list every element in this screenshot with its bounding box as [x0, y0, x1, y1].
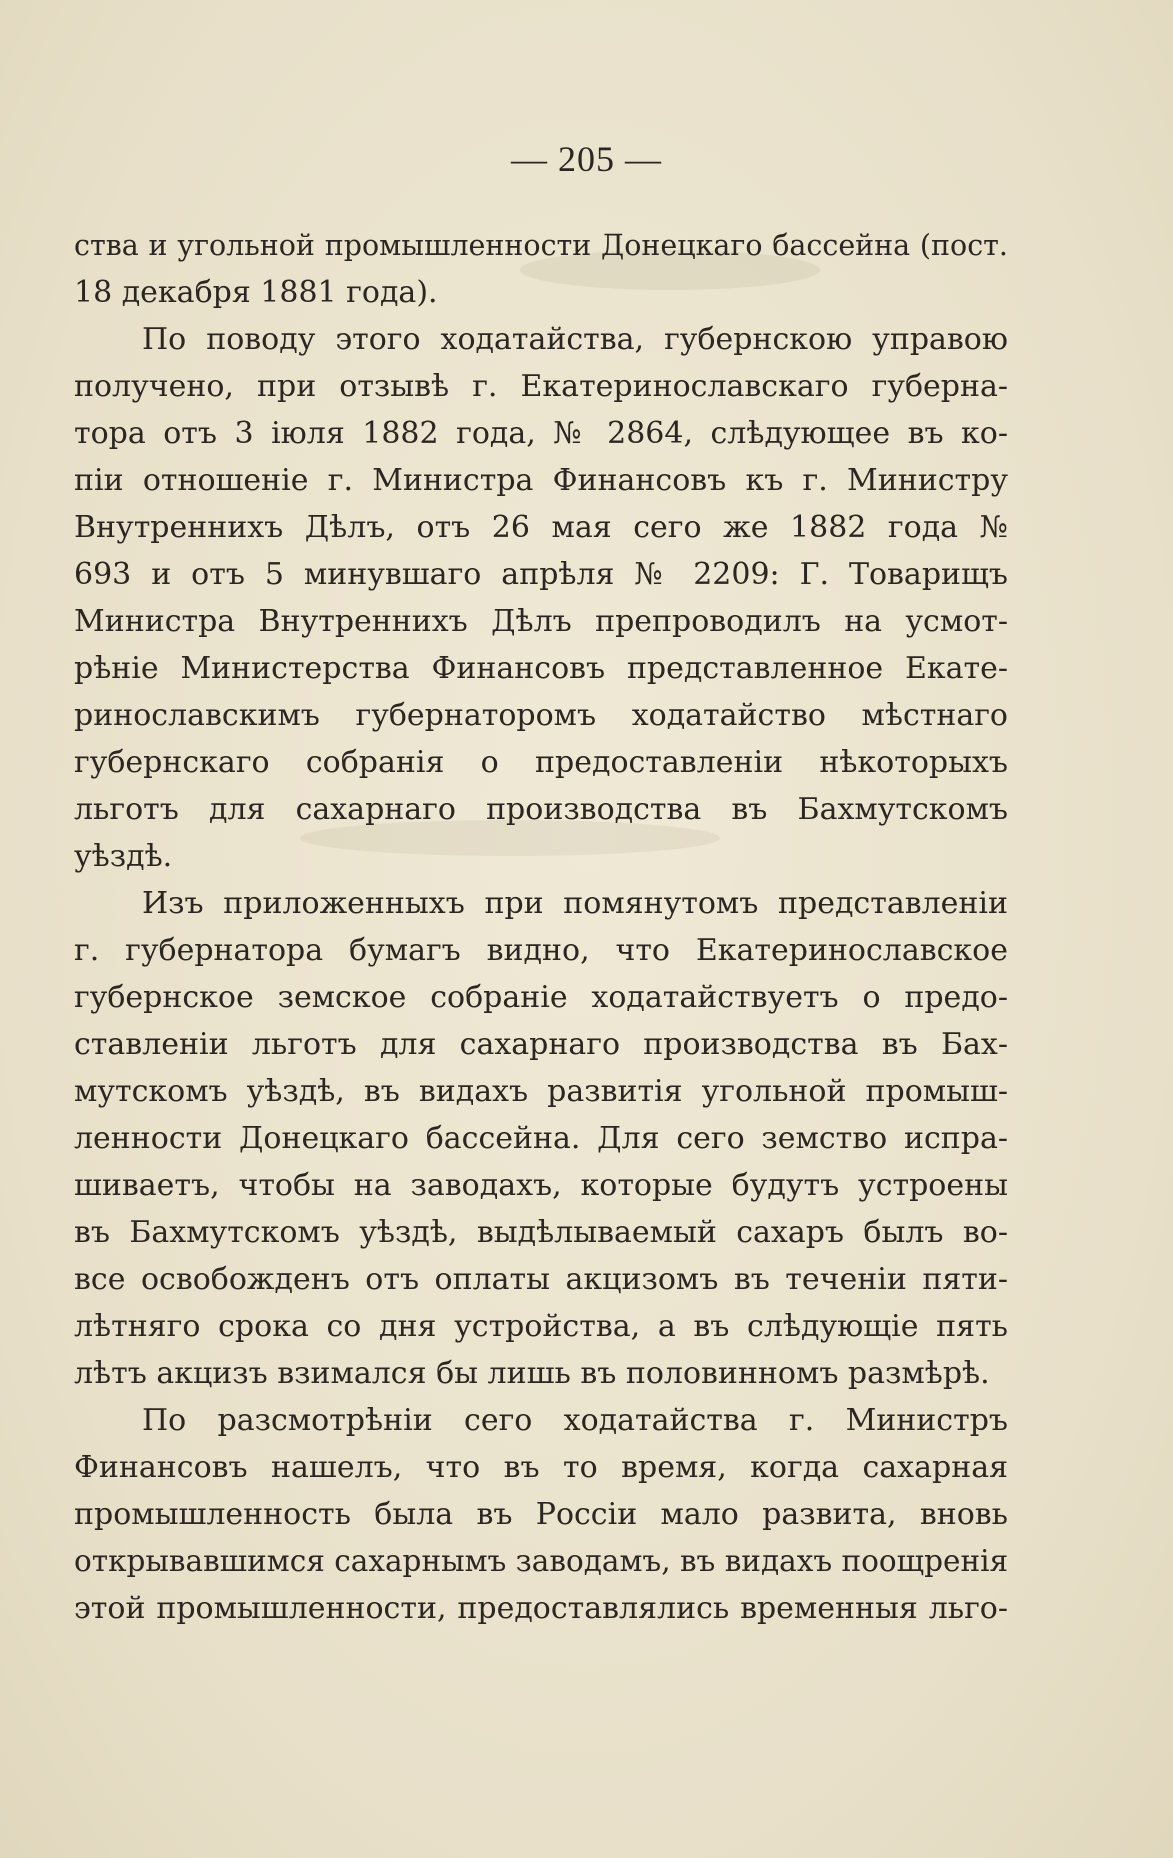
text-line: губернскаго собранія о предоставленіи нѣкоторыхъ: [74, 745, 1008, 780]
text-line: мутскомъ уѣздѣ, въ видахъ развитія угольной промыш-: [74, 1074, 1008, 1109]
text-line: все освобожденъ отъ оплаты акцизомъ въ теченіи пяти-: [74, 1262, 1008, 1297]
text-line: получено, при отзывѣ г. Екатеринославскаго губерна-: [74, 369, 1008, 404]
text-line: открывавшимся сахарнымъ заводамъ, въ видахъ поощренія: [74, 1544, 1008, 1578]
text-line: въ Бахмутскомъ уѣздѣ, выдѣлываемый сахаръ былъ во-: [74, 1215, 1008, 1250]
text-line: промышленность была въ Россіи мало развита, вновь: [74, 1497, 1008, 1532]
text-line: Внутреннихъ Дѣлъ, отъ 26 мая сего же 1882 года №: [74, 510, 1008, 545]
page-number: — 205 —: [511, 139, 662, 179]
text-line: піи отношеніе г. Министра Финансовъ къ г. Министру: [74, 463, 1008, 498]
text-line: уѣздѣ.: [74, 839, 173, 874]
text-line: 693 и отъ 5 минувшаго апрѣля № 2209: Г. Товарищъ: [74, 557, 1008, 592]
text-line: губернское земское собраніе ходатайствуетъ о предо-: [74, 980, 1008, 1015]
text-line: льготъ для сахарнаго производства въ Бахмутскомъ: [74, 792, 1008, 827]
text-line: лѣтняго срока со дня устройства, а въ слѣдующіе пять: [74, 1309, 1008, 1344]
text-line: лѣтъ акцизъ взимался бы лишь въ половинномъ размѣрѣ.: [74, 1356, 990, 1391]
text-line: тора отъ 3 іюля 1882 года, № 2864, слѣдующее въ ко-: [74, 416, 1008, 451]
text-line: ставленіи льготъ для сахарнаго производства въ Бах-: [74, 1027, 1008, 1062]
text-line: рѣніе Министерства Финансовъ представленное Екате-: [74, 651, 1008, 686]
body-text: [74, 222, 1008, 1632]
text-line: ленности Донецкаго бассейна. Для сего земство испра-: [74, 1121, 1008, 1156]
text-line: Министра Внутреннихъ Дѣлъ препроводилъ на усмот-: [74, 604, 1008, 639]
text-line: По поводу этого ходатайства, губернскою управою: [142, 322, 1008, 357]
paragraph-continuation: [74, 222, 1008, 316]
text-line: ства и угольной промышленности Донецкаго бассейна (пост.: [74, 229, 1008, 262]
text-line: 18 декабря 1881 года).: [74, 275, 438, 310]
paragraph-minister-review: [74, 1397, 1008, 1632]
paragraph-zemstvo-request: [74, 880, 1008, 1397]
text-line: шиваетъ, чтобы на заводахъ, которые будутъ устроены: [74, 1168, 1008, 1203]
text-line: Изъ приложенныхъ при помянутомъ представленіи: [142, 886, 1008, 921]
text-line: ринославскимъ губернаторомъ ходатайство мѣстнаго: [74, 698, 1008, 733]
text-line: По разсмотрѣніи сего ходатайства г. Министръ: [142, 1403, 1008, 1438]
text-line: этой промышленности, предоставлялись временныя льго-: [74, 1591, 1008, 1626]
text-line: Финансовъ нашелъ, что въ то время, когда сахарная: [74, 1450, 1008, 1485]
paragraph-petition-received: [74, 316, 1008, 880]
text-line: г. губернатора бумагъ видно, что Екатеринославское: [74, 933, 1008, 968]
